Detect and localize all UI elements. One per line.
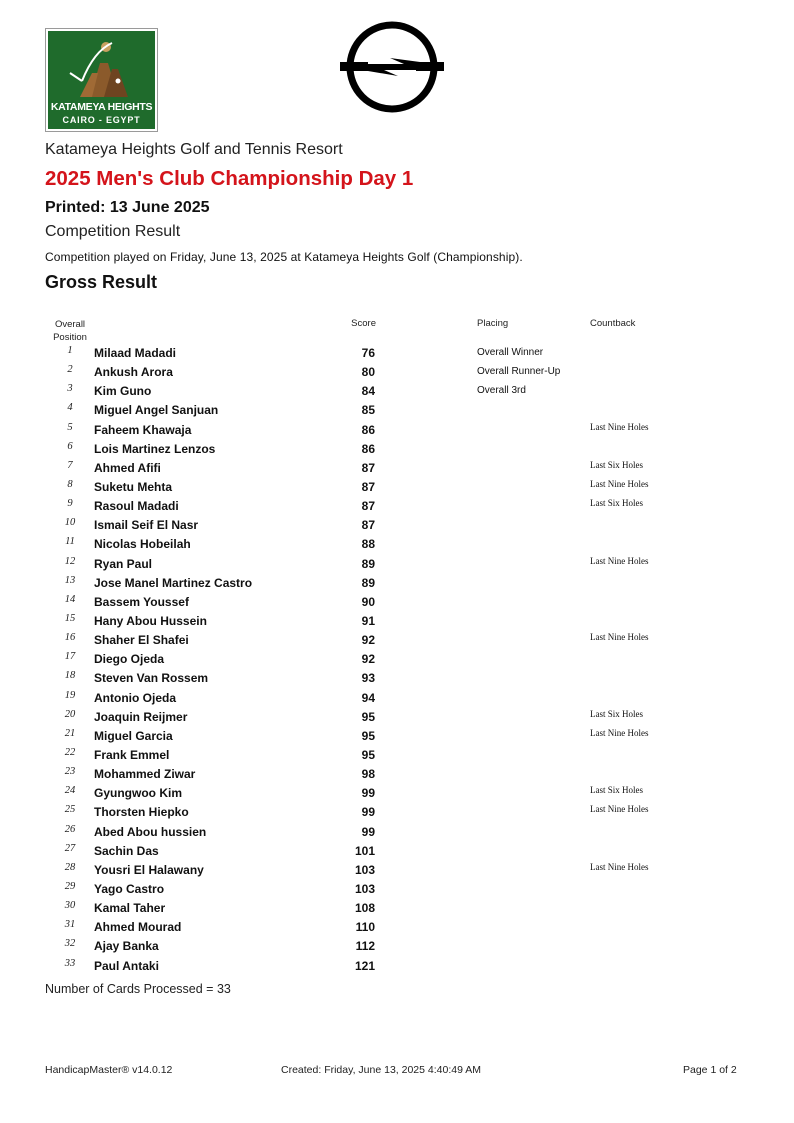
player-name: Bassem Youssef xyxy=(94,594,189,609)
placing-cell: Overall Winner xyxy=(477,347,544,358)
position-cell: 2 xyxy=(67,364,73,376)
table-row xyxy=(0,936,794,955)
countback-cell: Last Nine Holes xyxy=(590,727,649,738)
column-header-countback: Countback xyxy=(590,318,636,329)
column-header-placing: Placing xyxy=(477,318,509,329)
competition-details: Competition played on Friday, June 13, 2025 at Katameya Heights Golf (Championship). xyxy=(45,250,523,264)
footer-page: Page 1 of 2 xyxy=(683,1064,737,1076)
opel-bolt-icon xyxy=(338,18,446,116)
table-row xyxy=(0,343,794,362)
sponsor-logo xyxy=(338,18,446,121)
countback-cell: Last Six Holes xyxy=(590,498,643,509)
player-name: Ahmed Mourad xyxy=(94,920,182,935)
position-cell: 23 xyxy=(64,766,76,778)
table-row xyxy=(0,879,794,898)
player-name: Sachin Das xyxy=(94,843,159,858)
position-cell: 29 xyxy=(64,880,76,892)
score-cell: 90 xyxy=(361,594,375,609)
table-row xyxy=(0,726,794,745)
score-cell: 88 xyxy=(361,537,375,552)
logo-brand-city: CAIRO - EGYPT xyxy=(62,115,141,125)
countback-cell: Last Six Holes xyxy=(590,785,643,796)
footer-created: Created: Friday, June 13, 2025 4:40:49 AM xyxy=(281,1064,482,1076)
score-cell: 103 xyxy=(354,881,375,896)
countback-cell: Last Nine Holes xyxy=(590,555,649,566)
player-name: Miguel Garcia xyxy=(94,728,173,743)
countback-cell: Last Six Holes xyxy=(590,459,643,470)
player-name: Lois Martinez Lenzos xyxy=(94,441,216,456)
position-cell: 10 xyxy=(64,517,76,529)
table-row xyxy=(0,439,794,458)
player-name: Ajay Banka xyxy=(94,939,159,954)
table-row xyxy=(0,630,794,649)
gross-result-heading: Gross Result xyxy=(45,272,158,292)
countback-cell: Last Nine Holes xyxy=(590,632,649,643)
score-cell: 110 xyxy=(355,920,375,935)
position-cell: 6 xyxy=(67,440,73,452)
position-cell: 28 xyxy=(64,861,76,873)
score-cell: 84 xyxy=(361,384,375,399)
position-cell: 13 xyxy=(64,574,76,586)
table-row xyxy=(0,420,794,439)
position-cell: 11 xyxy=(65,536,75,548)
table-row xyxy=(0,554,794,573)
table-row xyxy=(0,898,794,917)
table-row xyxy=(0,649,794,668)
results-table xyxy=(0,343,794,975)
score-cell: 76 xyxy=(361,346,375,360)
table-row xyxy=(0,515,794,534)
score-cell: 92 xyxy=(361,633,375,648)
placing-cell: Overall 3rd xyxy=(477,385,526,397)
score-cell: 93 xyxy=(361,671,375,686)
table-row xyxy=(0,956,794,975)
position-cell: 9 xyxy=(67,498,73,510)
score-cell: 112 xyxy=(355,939,375,954)
column-header-position: Overall Position xyxy=(53,319,87,343)
table-row xyxy=(0,573,794,592)
score-cell: 91 xyxy=(361,613,375,628)
table-row xyxy=(0,381,794,400)
score-cell: 121 xyxy=(354,958,375,973)
score-cell: 99 xyxy=(361,824,375,839)
cards-processed: Number of Cards Processed = 33 xyxy=(45,982,231,996)
column-header-score: Score xyxy=(351,318,376,329)
countback-cell: Last Six Holes xyxy=(590,708,643,719)
player-name: Ahmed Afifi xyxy=(94,460,161,475)
table-row xyxy=(0,860,794,879)
table-row xyxy=(0,611,794,630)
player-name: Ismail Seif El Nasr xyxy=(94,518,199,533)
footer-software: HandicapMaster® v14.0.12 xyxy=(45,1064,173,1076)
table-row xyxy=(0,707,794,726)
score-cell: 86 xyxy=(361,422,375,437)
table-row xyxy=(0,841,794,860)
player-name: Milaad Madadi xyxy=(94,346,177,360)
position-cell: 3 xyxy=(67,383,73,395)
score-cell: 80 xyxy=(361,365,375,380)
player-name: Gyungwoo Kim xyxy=(94,786,182,801)
score-cell: 95 xyxy=(361,747,375,762)
table-row xyxy=(0,458,794,477)
countback-cell: Last Nine Holes xyxy=(590,478,649,489)
table-row xyxy=(0,917,794,936)
position-cell: 5 xyxy=(67,421,73,433)
position-cell: 26 xyxy=(64,823,76,835)
logo-brand-name: KATAMEYA HEIGHTS xyxy=(50,101,153,113)
table-row xyxy=(0,477,794,496)
score-cell: 86 xyxy=(361,441,375,456)
score-cell: 85 xyxy=(361,403,375,418)
position-cell: 14 xyxy=(64,593,76,605)
table-row xyxy=(0,802,794,821)
position-cell: 33 xyxy=(64,957,76,969)
player-name: Faheem Khawaja xyxy=(94,422,192,437)
table-row xyxy=(0,400,794,419)
score-cell: 92 xyxy=(361,652,375,667)
score-cell: 87 xyxy=(361,479,375,494)
position-cell: 24 xyxy=(64,785,76,797)
table-row xyxy=(0,764,794,783)
score-cell: 87 xyxy=(361,460,375,475)
position-cell: 15 xyxy=(64,612,76,624)
player-name: Steven Van Rossem xyxy=(94,671,209,686)
position-cell: 19 xyxy=(64,689,76,701)
position-cell: 20 xyxy=(64,708,76,720)
player-name: Thorsten Hiepko xyxy=(94,805,189,820)
player-name: Hany Abou Hussein xyxy=(94,613,207,628)
countback-cell: Last Nine Holes xyxy=(590,861,649,872)
printed-date: Printed: 13 June 2025 xyxy=(45,199,210,216)
score-cell: 98 xyxy=(361,767,375,782)
position-cell: 27 xyxy=(64,842,76,854)
position-cell: 4 xyxy=(67,402,73,414)
countback-cell: Last Nine Holes xyxy=(590,421,649,432)
player-name: Rasoul Madadi xyxy=(94,499,179,514)
score-cell: 101 xyxy=(354,843,375,858)
countback-cell: Last Nine Holes xyxy=(590,804,649,815)
player-name: Kim Guno xyxy=(94,384,152,399)
player-name: Yago Castro xyxy=(94,881,165,896)
competition-title: 2025 Men's Club Championship Day 1 xyxy=(45,167,414,190)
golfer-emblem-icon xyxy=(52,33,152,101)
position-cell: 8 xyxy=(67,478,73,490)
table-row xyxy=(0,362,794,381)
player-name: Nicolas Hobeilah xyxy=(94,537,191,552)
table-row xyxy=(0,822,794,841)
position-cell: 31 xyxy=(64,919,76,931)
position-cell: 12 xyxy=(64,555,76,567)
position-cell: 7 xyxy=(67,459,73,471)
table-row xyxy=(0,496,794,515)
player-name: Jose Manel Martinez Castro xyxy=(94,575,253,590)
position-cell: 18 xyxy=(64,670,76,682)
club-logo xyxy=(45,28,158,132)
score-cell: 99 xyxy=(361,786,375,801)
position-cell: 22 xyxy=(64,746,76,758)
player-name: Shaher El Shafei xyxy=(94,633,189,648)
player-name: Kamal Taher xyxy=(94,901,166,916)
position-cell: 17 xyxy=(64,651,76,663)
position-cell: 32 xyxy=(64,938,76,950)
score-cell: 99 xyxy=(361,805,375,820)
score-cell: 95 xyxy=(361,728,375,743)
resort-name: Katameya Heights Golf and Tennis Resort xyxy=(45,141,343,158)
player-name: Paul Antaki xyxy=(94,958,159,973)
score-cell: 87 xyxy=(361,499,375,514)
position-cell: 30 xyxy=(64,900,76,912)
player-name: Ryan Paul xyxy=(94,556,153,571)
player-name: Joaquin Reijmer xyxy=(94,709,188,724)
score-cell: 89 xyxy=(361,575,375,590)
player-name: Ankush Arora xyxy=(94,365,173,380)
competition-result-heading: Competition Result xyxy=(45,223,181,240)
score-cell: 95 xyxy=(361,709,375,724)
score-cell: 89 xyxy=(361,556,375,571)
position-cell: 1 xyxy=(67,345,73,356)
score-cell: 103 xyxy=(354,862,375,877)
position-cell: 16 xyxy=(64,632,76,644)
position-cell: 25 xyxy=(64,804,76,816)
table-row xyxy=(0,688,794,707)
player-name: Abed Abou hussien xyxy=(94,824,207,839)
score-cell: 108 xyxy=(354,901,375,916)
score-cell: 94 xyxy=(361,690,375,705)
table-row xyxy=(0,592,794,611)
position-cell: 21 xyxy=(64,727,76,739)
player-name: Diego Ojeda xyxy=(94,652,165,667)
player-name: Frank Emmel xyxy=(94,747,170,762)
score-cell: 87 xyxy=(361,518,375,533)
table-row xyxy=(0,534,794,553)
table-row xyxy=(0,745,794,764)
player-name: Suketu Mehta xyxy=(94,479,173,494)
placing-cell: Overall Runner-Up xyxy=(477,366,561,378)
player-name: Antonio Ojeda xyxy=(94,690,176,705)
table-row xyxy=(0,668,794,687)
player-name: Yousri El Halawany xyxy=(94,862,204,877)
player-name: Mohammed Ziwar xyxy=(94,767,196,782)
player-name: Miguel Angel Sanjuan xyxy=(94,403,219,418)
table-row xyxy=(0,783,794,802)
